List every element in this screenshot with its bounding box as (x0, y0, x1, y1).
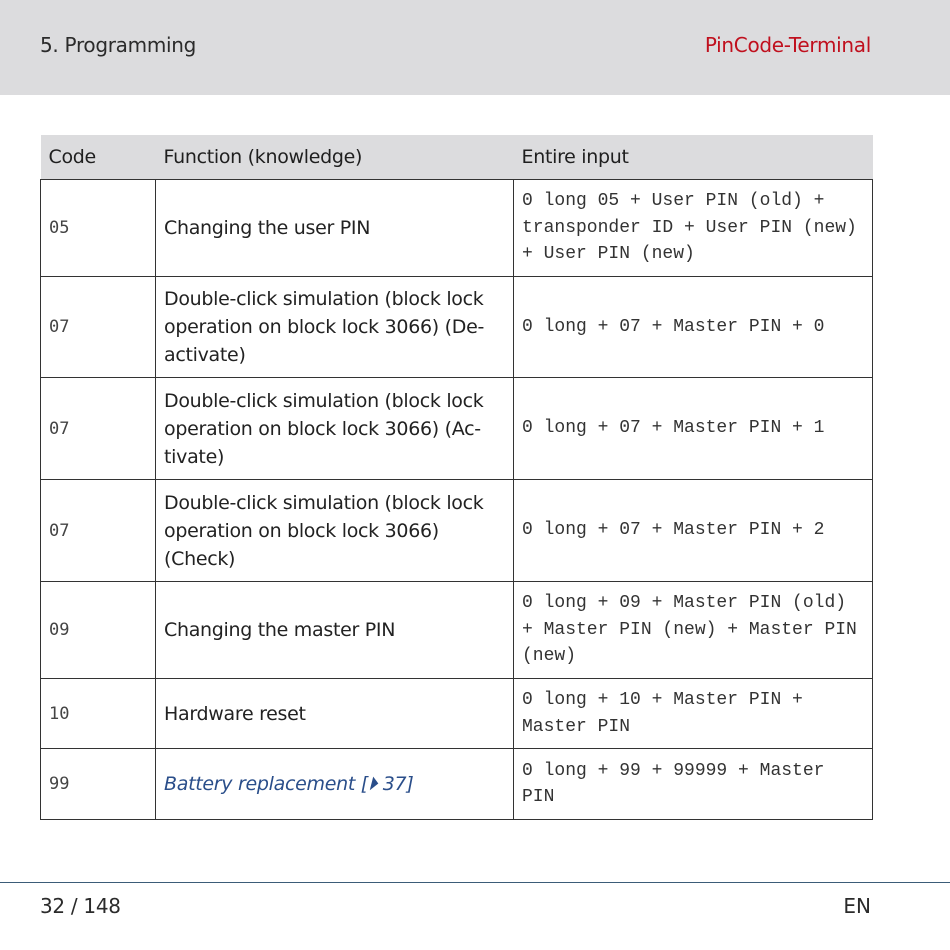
table-row (41, 180, 873, 277)
language-label: EN (843, 894, 871, 918)
table-row (41, 480, 873, 582)
column-header-function: Function (knowledge) (156, 135, 514, 180)
table-row (41, 679, 873, 749)
input-cell: 0 long 05 + User PIN (old) + transponder ID + User PIN (new) + User PIN (new) (514, 180, 873, 277)
code-cell: 07 (41, 277, 156, 378)
table-row (41, 749, 873, 820)
function-cell: Hardware reset (156, 679, 514, 749)
code-cell: 07 (41, 480, 156, 582)
footer-divider (0, 882, 950, 883)
page-header (0, 0, 950, 95)
product-title: PinCode-Terminal (704, 33, 871, 57)
code-cell: 99 (41, 749, 156, 820)
function-cell: Double-click simulation (block lock operation on block lock 3066) (Ac-tivate) (156, 378, 514, 480)
input-cell: 0 long + 07 + Master PIN + 0 (514, 277, 873, 378)
function-cell: Changing the user PIN (156, 180, 514, 277)
input-cell: 0 long + 07 + Master PIN + 2 (514, 480, 873, 582)
code-table (40, 135, 873, 820)
code-cell: 10 (41, 679, 156, 749)
function-cell: Double-click simulation (block lock operation on block lock 3066) (Check) (156, 480, 514, 582)
table-row (41, 378, 873, 480)
input-cell: 0 long + 10 + Master PIN + Master PIN (514, 679, 873, 749)
input-cell: 0 long + 09 + Master PIN (old) + Master PIN (new) + Master PIN (new) (514, 582, 873, 679)
column-header-code: Code (41, 135, 156, 180)
column-header-input: Entire input (514, 135, 873, 180)
input-cell: 0 long + 99 + 99999 + Master PIN (514, 749, 873, 820)
page-number: 32 / 148 (40, 894, 121, 918)
function-cell: Double-click simulation (block lock operation on block lock 3066) (De-activate) (156, 277, 514, 378)
function-cell: Changing the master PIN (156, 582, 514, 679)
code-cell: 09 (41, 582, 156, 679)
input-cell: 0 long + 07 + Master PIN + 1 (514, 378, 873, 480)
battery-replacement-link[interactable]: Battery replacement [⏵ 37] (164, 773, 414, 795)
code-cell: 07 (41, 378, 156, 480)
code-cell: 05 (41, 180, 156, 277)
table-row (41, 582, 873, 679)
function-cell (156, 749, 514, 820)
table-header-row (41, 135, 873, 180)
section-title: 5. Programming (40, 33, 197, 57)
table-row (41, 277, 873, 378)
